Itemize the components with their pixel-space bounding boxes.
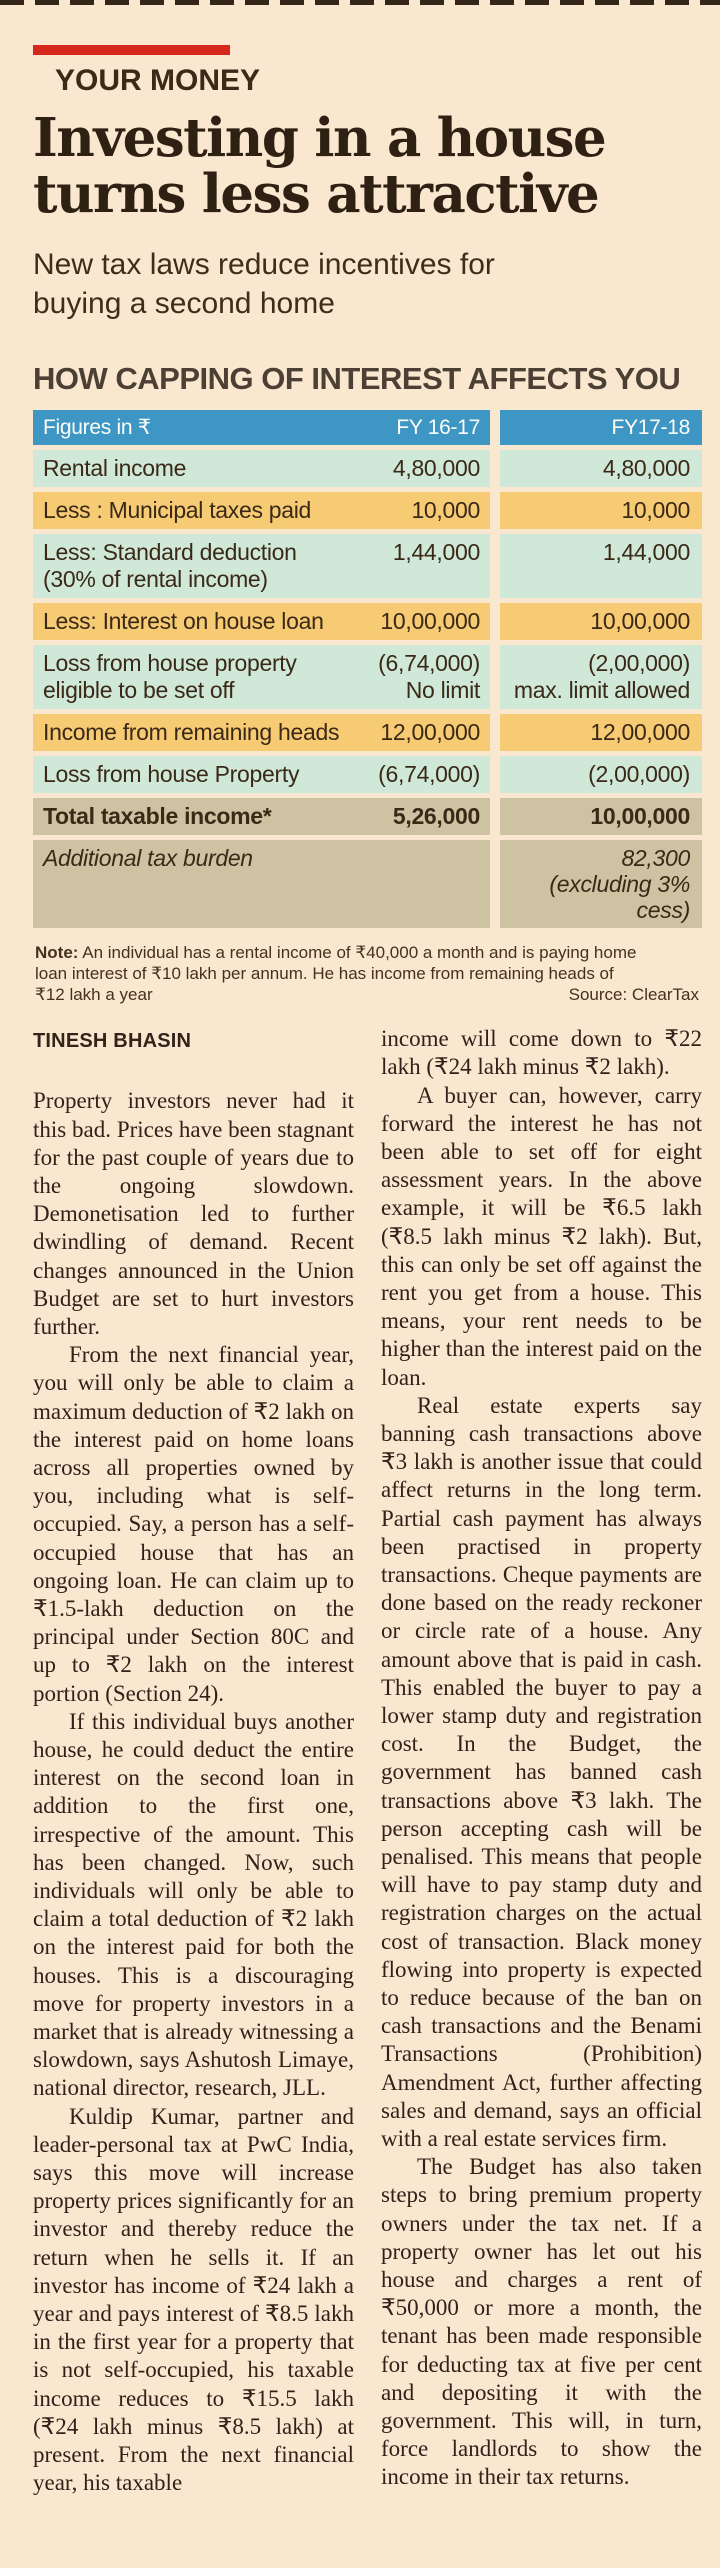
table-header-fy1718: FY17-18 [500, 410, 702, 445]
value-line: 5,26,000 [392, 803, 480, 830]
row-label-line: Less: Standard deduction [43, 539, 297, 566]
table-row [33, 756, 702, 793]
value-line: 82,300 [621, 845, 690, 872]
row-label-line: eligible to be set off [43, 677, 235, 704]
table-footnote [35, 942, 701, 1005]
body-paragraph: Property investors never had it this bad. Prices have been stagnant for the past couple of years due to the ongoing slowdown. Demonetisation led to further dwindling of demand. Recent changes announced in the Union Budget are set to hurt investors further. [33, 1088, 354, 1339]
table-row [33, 798, 702, 835]
footnote-line: ₹12 lakh a year [35, 985, 153, 1005]
row-left-block [33, 714, 490, 751]
value-line: 4,80,000 [392, 455, 480, 482]
value-line: (6,74,000) [378, 650, 480, 677]
value-line: 12,00,000 [590, 719, 690, 746]
row-left-block [33, 492, 490, 529]
row-label [43, 803, 271, 830]
row-fy1617-value [393, 803, 480, 830]
table-header-figures: Figures in ₹ [43, 416, 151, 440]
row-label [43, 497, 311, 524]
table-row [33, 714, 702, 751]
row-left-block [33, 450, 490, 487]
row-left-block [33, 603, 490, 640]
row-left-block [33, 840, 490, 928]
row-fy1718-value [500, 645, 702, 709]
body-paragraph: A buyer can, however, carry forward the interest he has not been able to set off for eight assessment years. In the above example, it will be ₹6.5 lakh (₹8.5 lakh minus ₹2 lakh). But, this can only be set off against the rent you get from a house. This means, your rent needs to be higher than the interest paid on the loan. [381, 1082, 702, 1390]
footnote-line: Note: An individual has a rental income of ₹40,000 a month and is paying home [35, 943, 637, 963]
body-paragraph: From the next financial year, you will only be able to claim a maximum deduction of ₹2 lakh on the interest paid on home loans across all properties owned by you, including what is self-occupied. Say, a person has a self-occupied house that has an ongoing loan. He can claim up to ₹1.5-lakh deduction on the principal under Section 80C and up to ₹2 lakh on the interest portion (Section 24). [33, 1342, 354, 1706]
article-headline [33, 107, 713, 226]
row-fy1617-value [378, 650, 480, 704]
row-label-line: Less: Interest on house loan [43, 608, 324, 635]
right-paragraphs [381, 1025, 702, 2492]
table-row [33, 450, 702, 487]
row-fy1718-value [500, 756, 702, 793]
value-line: 12,00,000 [380, 719, 480, 746]
infographic-title: HOW CAPPING OF INTEREST AFFECTS YOU [33, 361, 681, 397]
headline-line-2: turns less attractive [33, 163, 599, 226]
value-line: 10,00,000 [380, 608, 480, 635]
value-line: (excluding 3% cess) [549, 871, 690, 924]
row-label-line: Less : Municipal taxes paid [43, 497, 312, 524]
row-left-block [33, 534, 490, 598]
value-line: 4,80,000 [602, 455, 690, 482]
value-line: max. limit allowed [513, 677, 690, 704]
row-left-block [33, 645, 490, 709]
source-credit: Source: ClearTax [568, 985, 699, 1005]
row-label [43, 719, 339, 746]
row-label [43, 650, 297, 704]
table-row [33, 603, 702, 640]
row-label-line: Total taxable income* [43, 803, 272, 830]
article-subhead [33, 246, 693, 323]
value-line: No limit [405, 677, 480, 704]
value-line: 10,00,000 [590, 803, 690, 830]
section-kicker: YOUR MONEY [55, 64, 261, 97]
row-fy1718-value [500, 492, 702, 529]
left-paragraphs [33, 1087, 354, 2497]
top-dashed-rule [0, 0, 720, 5]
byline: TINESH BHASIN [33, 1030, 192, 1053]
row-fy1617-value [378, 761, 480, 788]
table-header-row [33, 410, 702, 445]
tax-comparison-table [33, 410, 702, 928]
row-label [43, 845, 253, 872]
row-label [43, 608, 324, 635]
article-column-left [33, 1025, 354, 2497]
value-line: 10,000 [411, 497, 480, 524]
value-line: 10,00,000 [590, 608, 690, 635]
row-fy1617-value [393, 455, 480, 482]
table-row [33, 492, 702, 529]
body-paragraph: Kuldip Kumar, partner and leader-personal tax at PwC India, says this move will increase property prices significantly for an investor and thereby reduce the return when he sells it. If an investor has income of ₹24 lakh a year and pays interest of ₹8.5 lakh in the first year for a property that is not self-occupied, his taxable income reduces to ₹15.5 lakh (₹24 lakh minus ₹8.5 lakh) at present. From the next financial year, his taxable [33, 2103, 354, 2496]
body-paragraph: The Budget has also taken steps to bring premium property owners under the tax net. If a property owner has let out his house and charges a rent of ₹50,000 or more a month, the tenant has been made responsible for deducting tax at five per cent and depositing it with the government. This will, in turn, force landlords to show the income in their tax returns. [381, 2154, 702, 2490]
row-fy1718-value [500, 714, 702, 751]
row-fy1617-value [380, 719, 480, 746]
row-label-line: Additional tax burden [43, 845, 253, 872]
table-row [33, 840, 702, 928]
row-fy1718-value [500, 534, 702, 598]
row-label-line: Loss from house Property [43, 761, 300, 788]
row-label-line: (30% of rental income) [43, 566, 268, 593]
row-fy1718-value [500, 798, 702, 835]
row-label [43, 761, 299, 788]
table-row [33, 645, 702, 709]
row-label-line: Income from remaining heads [43, 719, 340, 746]
value-line: (2,00,000) [588, 761, 690, 788]
row-fy1718-value [500, 450, 702, 487]
body-paragraph: income will come down to ₹22 lakh (₹24 lakh minus ₹2 lakh). [381, 1026, 702, 1080]
value-line: 10,000 [621, 497, 690, 524]
row-label [43, 539, 297, 593]
body-paragraph: If this individual buys another house, he could deduct the entire interest on the second loan in addition to the first one, irrespective of the amount. This has been changed. Now, such individuals will only be able to claim a total deduction of ₹2 lakh on the interest paid for both the houses. This is a discouraging move for property investors in a market that is already witnessing a slowdown, says Ashutosh Limaye, national director, research, JLL. [33, 1708, 354, 2101]
row-label [43, 455, 186, 482]
row-fy1718-value [500, 603, 702, 640]
row-fy1617-value [380, 608, 480, 635]
subhead-line-1: New tax laws reduce incentives for [33, 248, 495, 282]
value-line: (6,74,000) [378, 761, 480, 788]
row-fy1718-value [500, 840, 702, 928]
table-header-left-block [33, 410, 490, 445]
row-label-line: Loss from house property [43, 650, 297, 677]
row-label-line: Rental income [43, 455, 187, 482]
table-row [33, 534, 702, 598]
subhead-line-2: buying a second home [33, 286, 335, 320]
headline-line-1: Investing in a house [33, 107, 606, 169]
article-body [33, 1025, 702, 2497]
article-column-right [381, 1025, 702, 2497]
value-line: 1,44,000 [392, 539, 480, 566]
body-paragraph: Real estate experts say banning cash transactions above ₹3 lakh is another issue that could affect returns in the long term. Partial cash payment has always been practised in property transactions. Cheque payments are done based on the ready reckoner or circle rate of a house. Any amount above that is paid in cash. This enabled the buyer to pay a lower stamp duty and registration cost. In the Budget, the government has banned cash transactions above ₹3 lakh. The person accepting cash will be penalised. This means that people will have to pay stamp duty and registration charges on the actual cost of transaction. Black money flowing into property is expected to reduce because of the ban on cash transactions and the Benami Transactions (Prohibition) Amendment Act, further affecting sales and demand, says an official with a real estate services firm. [381, 1392, 702, 2152]
affects-table-body [33, 450, 702, 928]
row-left-block [33, 798, 490, 835]
row-fy1617-value [393, 539, 480, 566]
value-line: 1,44,000 [602, 539, 690, 566]
row-fy1617-value [411, 497, 480, 524]
table-header-fy1617: FY 16-17 [396, 416, 480, 440]
footnote-line: loan interest of ₹10 lakh per annum. He has income from remaining heads of [35, 964, 614, 984]
section-accent-bar [33, 45, 230, 55]
value-line: (2,00,000) [588, 650, 690, 677]
footnote-label: Note: [35, 943, 79, 963]
row-left-block [33, 756, 490, 793]
